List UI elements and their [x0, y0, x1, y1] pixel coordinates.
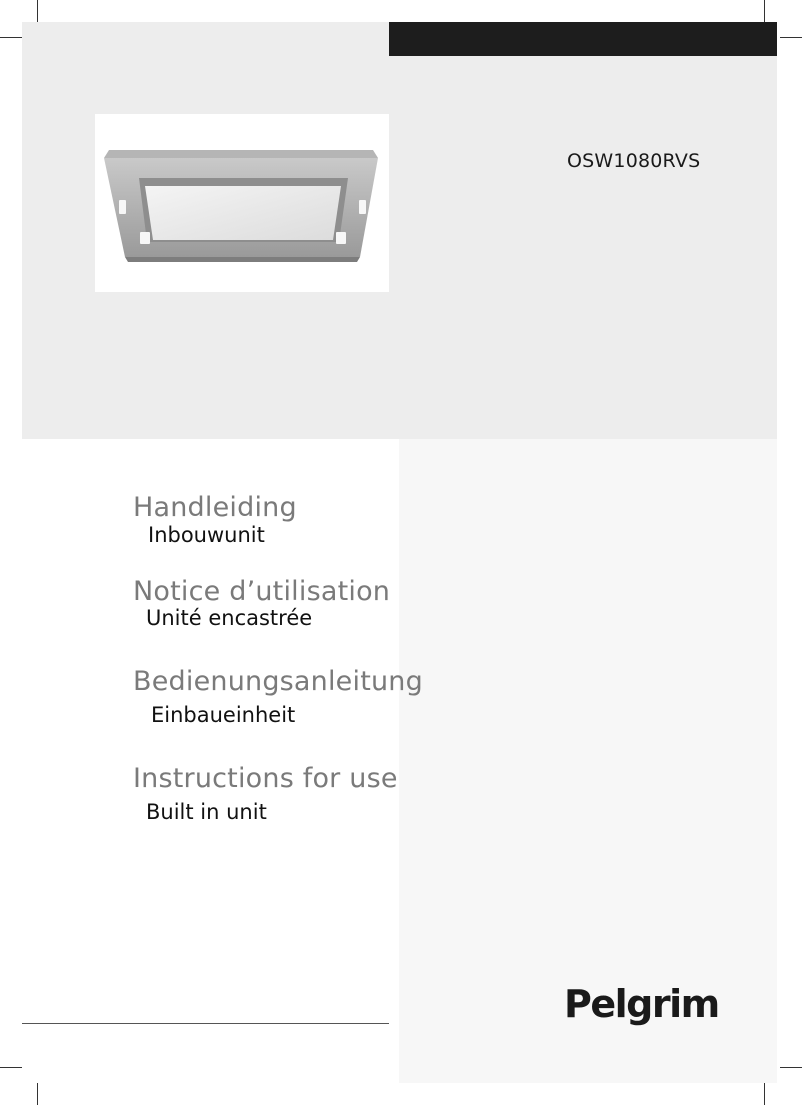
manual-subtitle-en: Built in unit: [146, 800, 267, 824]
crop-mark-top-right-horizontal: [780, 37, 802, 38]
manual-subtitle-de: Einbaueinheit: [151, 703, 296, 727]
brand-logo: Pelgrim: [564, 982, 719, 1026]
crop-mark-top-left-horizontal: [0, 37, 22, 38]
manual-title-de: Bedienungsanleitung: [133, 666, 423, 697]
crop-mark-bottom-left-vertical: [37, 1083, 38, 1105]
manual-title-fr: Notice d’utilisation: [133, 576, 391, 607]
manual-title-nl: Handleiding: [133, 492, 297, 523]
crop-mark-top-right-vertical: [764, 0, 765, 22]
footer-divider: [22, 1023, 389, 1024]
crop-mark-bottom-right-vertical: [764, 1083, 765, 1105]
manual-title-en: Instructions for use: [133, 763, 398, 794]
model-number: OSW1080RVS: [567, 150, 701, 172]
range-hood-icon: [95, 114, 389, 292]
manual-subtitle-fr: Unité encastrée: [146, 606, 313, 630]
crop-mark-bottom-right-horizontal: [780, 1067, 802, 1068]
crop-mark-top-left-vertical: [37, 0, 38, 22]
header-bar: [389, 22, 777, 56]
product-image: [95, 114, 389, 292]
manual-subtitle-nl: Inbouwunit: [148, 523, 265, 547]
crop-mark-bottom-left-horizontal: [0, 1067, 22, 1068]
